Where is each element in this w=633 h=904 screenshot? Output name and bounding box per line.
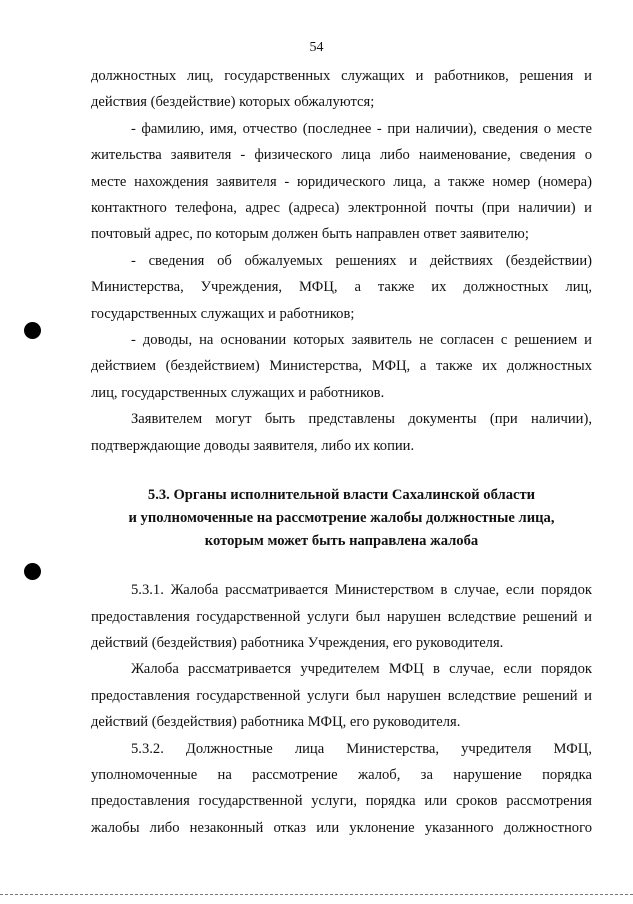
text-line: жительства заявителя - физического лица либо наименование, сведения о [91, 147, 592, 164]
punch-hole-mark [24, 322, 41, 339]
paragraph [91, 656, 592, 735]
section-heading-line: и уполномоченные на рассмотрение жалобы должностные лица, [128, 510, 555, 527]
text-line: - сведения об обжалуемых решениях и действиях (бездействии) [131, 252, 592, 269]
paragraph [91, 116, 592, 248]
scan-edge-line [0, 894, 633, 895]
text-line: Заявителем могут быть представлены документы (при наличии), [131, 411, 592, 428]
document-body [91, 63, 592, 841]
text-line: почтовый адрес, по которым должен быть направлен ответ заявителю; [91, 226, 529, 243]
punch-hole-mark [24, 563, 41, 580]
paragraph [91, 327, 592, 406]
text-line: жалобы либо незаконный отказ или уклонение указанного должностного [91, 819, 592, 836]
text-line: действием (бездействием) Министерства, МФЦ, а также их должностных [91, 358, 592, 375]
section-heading-line: которым может быть направлена жалоба [204, 533, 479, 550]
paragraph [91, 406, 592, 459]
text-line: контактного телефона, адрес (адреса) электронной почты (при наличии) и [91, 200, 592, 217]
text-line: Жалоба рассматривается учредителем МФЦ в случае, если порядок [131, 661, 592, 678]
paragraph [91, 736, 592, 842]
text-line: действий (бездействия) работника МФЦ, его руководителя. [91, 714, 461, 731]
text-line: - фамилию, имя, отчество (последнее - при наличии), сведения о месте [131, 120, 592, 137]
text-line: предоставления государственной услуги был нарушен вследствие решений и [91, 687, 592, 704]
paragraph [91, 577, 592, 656]
text-line: действия (бездействие) которых обжалуются; [91, 94, 375, 111]
text-line: месте нахождения заявителя - юридического лица, а также номер (номера) [91, 173, 592, 190]
text-line: действий (бездействия) работника Учреждения, его руководителя. [91, 634, 504, 651]
text-line: должностных лиц, государственных служащих и работников, решения и [91, 68, 592, 84]
text-line: предоставления государственной услуги, порядка или сроков рассмотрения [91, 793, 592, 810]
paragraph [91, 63, 592, 116]
text-line: 5.3.2. Должностные лица Министерства, учредителя МФЦ, [131, 740, 592, 757]
text-line: лиц, государственных служащих и работников. [91, 384, 385, 401]
text-line: Министерства, Учреждения, МФЦ, а также их должностных лиц, [91, 279, 592, 296]
text-line: подтверждающие доводы заявителя, либо их копии. [91, 437, 415, 454]
paragraph [91, 248, 592, 327]
page-number: 54 [309, 40, 324, 55]
section-heading-line: 5.3. Органы исполнительной власти Сахалинской области [147, 487, 536, 504]
section-heading [91, 484, 592, 553]
text-line: 5.3.1. Жалоба рассматривается Министерством в случае, если порядок [131, 582, 592, 599]
text-line: уполномоченные на рассмотрение жалоб, за нарушение порядка [91, 766, 592, 783]
text-line: предоставления государственной услуги был нарушен вследствие решений и [91, 608, 592, 625]
text-line: - доводы, на основании которых заявитель не согласен с решением и [131, 332, 592, 349]
text-line: государственных служащих и работников; [91, 305, 355, 322]
